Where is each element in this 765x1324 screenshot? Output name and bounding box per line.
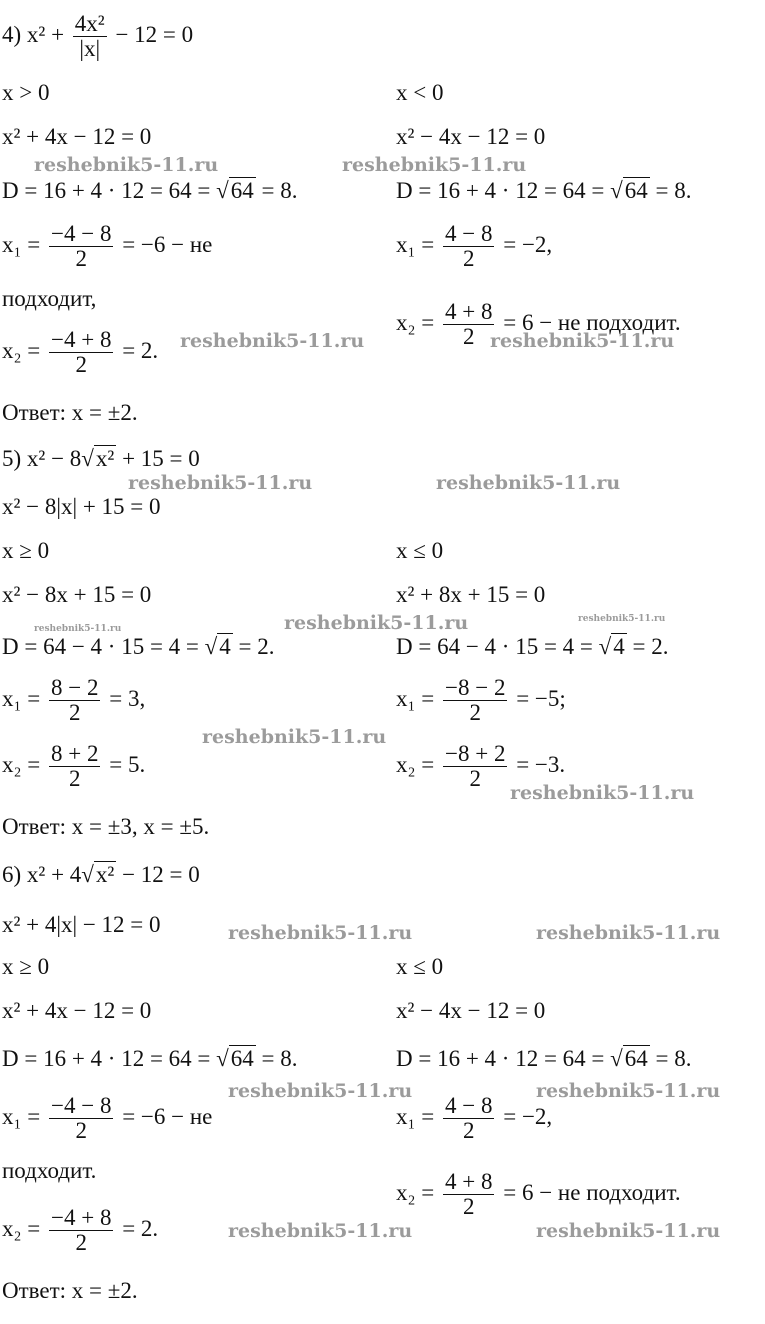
p4-equation <box>2 12 193 61</box>
p5-left-x2-frac <box>49 742 100 791</box>
p4-eq-neg: x² − 4x − 12 = 0 <box>396 124 546 149</box>
p4-right-x2-rhs: = 6 − не подходит. <box>503 309 681 335</box>
watermark: reshebnik5-11.ru <box>536 922 721 944</box>
p6-disc-right <box>396 1046 692 1072</box>
p6-disc-left-pre: D = 16 + 4 · 12 = 64 = <box>2 1046 211 1071</box>
p5-answer: Ответ: x = ±3, x = ±5. <box>2 814 210 839</box>
p6-equation <box>2 862 200 888</box>
watermark: reshebnik5-11.ru <box>510 782 695 804</box>
p5-disc-left-rad: 4 <box>219 634 231 659</box>
p4-left-x1-den: 2 <box>49 246 113 271</box>
p6-cond-neg: x ≤ 0 <box>396 954 444 979</box>
p5-right-x2-num: −8 + 2 <box>445 741 506 766</box>
p6-eq-post: − 12 = 0 <box>122 862 200 887</box>
p6-abs-eq: x² + 4|x| − 12 = 0 <box>2 912 161 937</box>
p5-equation <box>2 446 200 472</box>
watermark: reshebnik5-11.ru <box>128 472 313 494</box>
p6-right-x2-rhs: = 6 − не подходит. <box>503 1179 681 1205</box>
p6-number: 6) <box>2 862 22 887</box>
p6-left-x2-frac <box>49 1206 113 1255</box>
p5-right-x1-lhs: x₁ = <box>396 685 435 711</box>
p6-right-x1-den: 2 <box>443 1118 494 1143</box>
p4-right-x1 <box>396 222 552 271</box>
p4-disc-right-sqrt: √64 <box>610 178 648 203</box>
p4-number: 4) <box>2 21 22 47</box>
p5-disc-left <box>2 634 275 660</box>
p6-right-x1-lhs: x₁ = <box>396 1103 435 1129</box>
watermark: reshebnik5-11.ru <box>578 614 666 624</box>
p4-disc-left-sqrt: √64 <box>216 178 254 203</box>
p6-left-x2-den: 2 <box>49 1230 113 1255</box>
p4-disc-right-pre: D = 16 + 4 · 12 = 64 = <box>396 178 605 203</box>
p6-left-x1-rhs: = −6 − не <box>122 1103 213 1129</box>
p5-disc-left-post: = 2. <box>238 634 275 659</box>
p6-left-x1-frac <box>49 1094 113 1143</box>
p5-disc-left-sqrt: √4 <box>204 634 231 659</box>
p4-left-x2-frac <box>49 328 113 377</box>
p4-eq-pre: x² + <box>26 21 65 47</box>
p5-right-x2-frac <box>443 742 507 791</box>
p5-left-x1-rhs: = 3, <box>109 685 146 711</box>
p4-right-x1-frac <box>443 222 494 271</box>
p6-disc-left-rad: 64 <box>230 1046 254 1071</box>
p6-cond-pos: x ≥ 0 <box>2 954 50 979</box>
p4-left-not-fit: подходит, <box>2 286 97 311</box>
p4-eq-post: − 12 = 0 <box>115 21 194 47</box>
watermark: reshebnik5-11.ru <box>436 472 621 494</box>
p6-right-x2-num: 4 + 8 <box>445 1169 493 1194</box>
p5-left-x2-den: 2 <box>49 766 100 791</box>
p5-left-x1-den: 2 <box>49 700 100 725</box>
p6-answer: Ответ: x = ±2. <box>2 1278 138 1303</box>
watermark: reshebnik5-11.ru <box>342 154 527 176</box>
p6-eq-pre: x² + 4 <box>26 862 82 887</box>
p6-disc-right-sqrt: √64 <box>610 1046 648 1071</box>
p6-eq-sqrt: √x² <box>81 862 115 887</box>
watermark: reshebnik5-11.ru <box>34 154 219 176</box>
p5-eq-rad: x² <box>95 446 115 471</box>
p5-right-x1-num: −8 − 2 <box>445 675 506 700</box>
p4-left-x2-rhs: = 2. <box>122 337 159 363</box>
p6-left-x2-lhs: x₂ = <box>2 1215 41 1241</box>
p5-right-x1 <box>396 676 566 725</box>
p5-left-x2-rhs: = 5. <box>109 751 146 777</box>
p4-disc-right <box>396 178 692 204</box>
p5-disc-right-sqrt: √4 <box>598 634 625 659</box>
p4-frac-num: 4x² <box>74 11 105 36</box>
p5-cond-pos: x ≥ 0 <box>2 538 50 563</box>
p4-right-x1-lhs: x₁ = <box>396 231 435 257</box>
p5-left-x1-num: 8 − 2 <box>51 675 99 700</box>
p6-eq-pos: x² + 4x − 12 = 0 <box>2 998 152 1023</box>
watermark: reshebnik5-11.ru <box>180 330 365 352</box>
p4-right-x2-den: 2 <box>443 324 494 349</box>
p6-left-x1 <box>2 1094 212 1143</box>
p6-left-x1-lhs: x₁ = <box>2 1103 41 1129</box>
p6-disc-right-pre: D = 16 + 4 · 12 = 64 = <box>396 1046 605 1071</box>
p5-right-x2-den: 2 <box>443 766 507 791</box>
p6-right-x1 <box>396 1094 552 1143</box>
watermark: reshebnik5-11.ru <box>490 330 675 352</box>
p5-left-x2 <box>2 742 145 791</box>
p6-left-x2 <box>2 1206 158 1255</box>
p6-right-x1-rhs: = −2, <box>503 1103 553 1129</box>
p5-right-x1-frac <box>443 676 507 725</box>
p5-disc-left-pre: D = 64 − 4 · 15 = 4 = <box>2 634 199 659</box>
p6-right-x2-lhs: x₂ = <box>396 1179 435 1205</box>
p5-left-x2-lhs: x₂ = <box>2 751 41 777</box>
p6-right-x2-den: 2 <box>443 1194 494 1219</box>
p5-abs-eq: x² − 8|x| + 15 = 0 <box>2 494 161 519</box>
p5-left-x2-num: 8 + 2 <box>51 741 99 766</box>
p5-eq-sqrt: √x² <box>81 446 115 471</box>
p4-disc-left-post: = 8. <box>261 178 298 203</box>
p4-disc-right-rad: 64 <box>624 178 648 203</box>
p4-left-x1-lhs: x₁ = <box>2 231 41 257</box>
p6-left-x1-den: 2 <box>49 1118 113 1143</box>
p6-disc-right-rad: 64 <box>624 1046 648 1071</box>
p5-right-x1-den: 2 <box>443 700 507 725</box>
p4-right-x2-frac <box>443 300 494 349</box>
p4-eq-pos: x² + 4x − 12 = 0 <box>2 124 152 149</box>
p6-left-not-fit: подходит. <box>2 1158 97 1183</box>
watermark: reshebnik5-11.ru <box>228 922 413 944</box>
p4-left-x1-rhs: = −6 − не <box>122 231 213 257</box>
p6-right-x2 <box>396 1170 681 1219</box>
p4-left-x2-num: −4 + 8 <box>51 327 112 352</box>
p4-fraction <box>73 12 107 61</box>
watermark: reshebnik5-11.ru <box>34 624 122 634</box>
p5-left-x1-frac <box>49 676 100 725</box>
watermark: reshebnik5-11.ru <box>536 1080 721 1102</box>
p4-right-x1-num: 4 − 8 <box>445 221 493 246</box>
p4-left-x2 <box>2 328 158 377</box>
p4-left-x1-num: −4 − 8 <box>51 221 112 246</box>
p5-disc-right <box>396 634 669 660</box>
p5-right-x1-rhs: = −5; <box>516 685 566 711</box>
p6-left-x2-num: −4 + 8 <box>51 1205 112 1230</box>
p5-right-x2-rhs: = −3. <box>516 751 566 777</box>
p6-left-x2-rhs: = 2. <box>122 1215 159 1241</box>
p4-disc-left-pre: D = 16 + 4 · 12 = 64 = <box>2 178 211 203</box>
p4-left-x2-den: 2 <box>49 352 113 377</box>
p6-disc-left-post: = 8. <box>261 1046 298 1071</box>
p5-left-x1 <box>2 676 145 725</box>
p4-right-x2-lhs: x₂ = <box>396 309 435 335</box>
p6-disc-right-post: = 8. <box>655 1046 692 1071</box>
p6-disc-left <box>2 1046 298 1072</box>
p5-eq-pre: x² − 8 <box>26 446 82 471</box>
p6-right-x2-frac <box>443 1170 494 1219</box>
p5-eq-post: + 15 = 0 <box>122 446 200 471</box>
p6-left-x1-num: −4 − 8 <box>51 1093 112 1118</box>
watermark: reshebnik5-11.ru <box>202 726 387 748</box>
watermark: reshebnik5-11.ru <box>228 1220 413 1242</box>
p6-right-x1-frac <box>443 1094 494 1143</box>
p5-cond-neg: x ≤ 0 <box>396 538 444 563</box>
p5-eq-pos: x² − 8x + 15 = 0 <box>2 582 152 607</box>
p4-right-x1-den: 2 <box>443 246 494 271</box>
watermark: reshebnik5-11.ru <box>228 1080 413 1102</box>
p4-frac-den: |x| <box>73 36 107 61</box>
p5-disc-right-post: = 2. <box>632 634 669 659</box>
p5-number: 5) <box>2 446 22 471</box>
p6-disc-left-sqrt: √64 <box>216 1046 254 1071</box>
p4-answer: Ответ: x = ±2. <box>2 400 138 425</box>
p4-disc-left-rad: 64 <box>230 178 254 203</box>
p4-right-x2-num: 4 + 8 <box>445 299 493 324</box>
p5-eq-neg: x² + 8x + 15 = 0 <box>396 582 546 607</box>
p4-cond-neg: x < 0 <box>396 80 444 105</box>
watermark: reshebnik5-11.ru <box>284 612 469 634</box>
p4-left-x2-lhs: x₂ = <box>2 337 41 363</box>
watermark: reshebnik5-11.ru <box>536 1220 721 1242</box>
p6-right-x1-num: 4 − 8 <box>445 1093 493 1118</box>
p5-right-x2-lhs: x₂ = <box>396 751 435 777</box>
p4-disc-right-post: = 8. <box>655 178 692 203</box>
p5-disc-right-rad: 4 <box>613 634 625 659</box>
p5-disc-right-pre: D = 64 − 4 · 15 = 4 = <box>396 634 593 659</box>
p5-left-x1-lhs: x₁ = <box>2 685 41 711</box>
p6-eq-neg: x² − 4x − 12 = 0 <box>396 998 546 1023</box>
p4-left-x1-frac <box>49 222 113 271</box>
p4-cond-pos: x > 0 <box>2 80 50 105</box>
p4-right-x1-rhs: = −2, <box>503 231 553 257</box>
p6-eq-rad: x² <box>95 862 115 887</box>
p4-left-x1 <box>2 222 212 271</box>
p4-disc-left <box>2 178 298 204</box>
